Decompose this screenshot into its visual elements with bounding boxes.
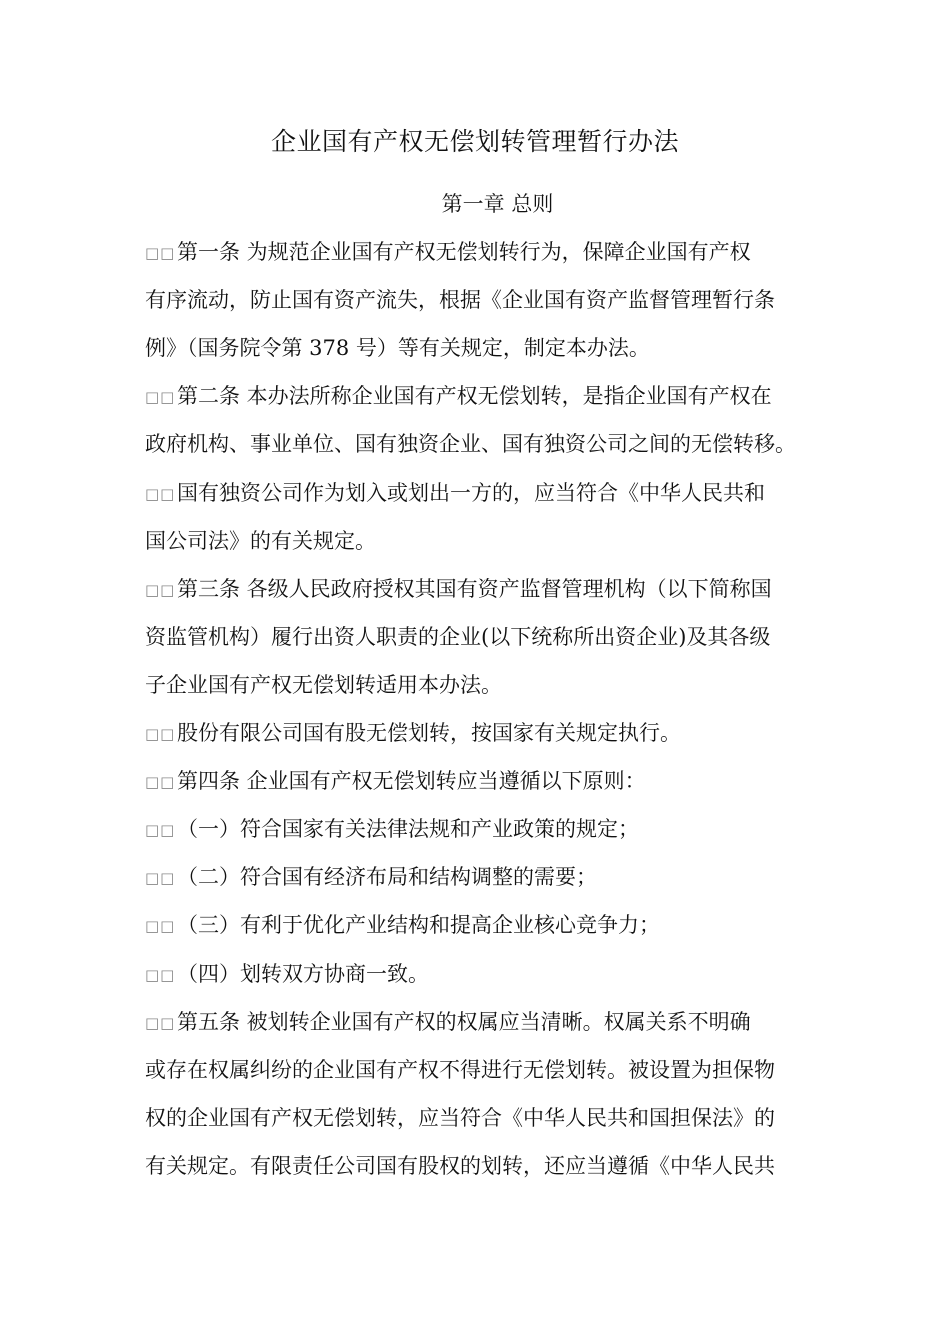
line-text: 第三条 各级人民政府授权其国有资产监督管理机构（以下简称国	[177, 576, 772, 601]
line-text: 股份有限公司国有股无偿划转，按国家有关规定执行。	[177, 721, 681, 745]
line-text: 权的企业国有产权无偿划转，应当符合《中华人民共和国担保法》的	[145, 1105, 775, 1130]
line-text: 国公司法》的有关规定。	[145, 528, 376, 553]
text-line	[145, 573, 810, 606]
line-text: 政府机构、事业单位、国有独资企业、国有独资公司之间的无偿转移。	[145, 432, 796, 457]
line-text: 第一条 为规范企业国有产权无偿划转行为，保障企业国有产权	[177, 240, 751, 264]
text-line	[145, 525, 810, 557]
text-line	[145, 717, 810, 750]
indent-marker: □□	[145, 869, 176, 888]
text-line	[145, 958, 810, 991]
chapter-heading: 第一章 总则	[441, 192, 554, 216]
line-text: 有关规定。有限责任公司国有股权的划转，还应当遵循《中华人民共	[145, 1153, 775, 1178]
indent-marker: □□	[145, 917, 176, 936]
indent-marker: □□	[145, 484, 176, 503]
text-line	[145, 909, 810, 942]
text-line	[145, 236, 810, 269]
text-line	[145, 621, 810, 653]
indent-marker: □□	[145, 1013, 176, 1032]
text-line	[145, 765, 810, 798]
line-text: （四）划转双方协商一致。	[177, 961, 429, 986]
indent-marker: □□	[145, 244, 176, 262]
text-line	[145, 1054, 810, 1086]
text-line	[145, 669, 810, 701]
line-text: （一）符合国家有关法律法规和产业政策的规定；	[177, 817, 639, 842]
line-text: 或存在权属纠纷的企业国有产权不得进行无偿划转。被设置为担保物	[145, 1057, 775, 1082]
line-text: 第二条 本办法所称企业国有产权无偿划转，是指企业国有产权在	[177, 384, 772, 409]
line-text: 子企业国有产权无偿划转适用本办法。	[145, 672, 502, 697]
indent-marker: □□	[145, 821, 176, 840]
indent-marker: □□	[145, 965, 176, 984]
line-text: 国有独资公司作为划入或划出一方的，应当符合《中华人民共和	[177, 480, 765, 505]
line-text: （二）符合国有经济布局和结构调整的需要；	[177, 865, 597, 890]
text-line	[145, 477, 810, 510]
indent-marker: □□	[145, 580, 176, 599]
text-line	[145, 861, 810, 894]
text-line	[145, 813, 810, 846]
line-text: 有序流动，防止国有资产流失，根据《企业国有资产监督管理暂行条	[145, 288, 775, 313]
document-title: 企业国有产权无偿划转管理暂行办法	[270, 127, 679, 156]
text-line	[145, 1102, 810, 1134]
text-line	[145, 332, 810, 364]
text-line	[145, 1006, 810, 1039]
indent-marker: □□	[145, 388, 176, 407]
text-line	[145, 1150, 810, 1182]
line-text: 第四条 企业国有产权无偿划转应当遵循以下原则：	[177, 769, 646, 794]
line-text: 例》（国务院令第 378 号）等有关规定，制定本办法。	[145, 336, 650, 361]
line-text: 资监管机构）履行出资人职责的企业(以下统称所出资企业)及其各级	[145, 624, 771, 649]
text-line	[145, 380, 810, 413]
text-line	[145, 428, 810, 460]
indent-marker: □□	[145, 725, 176, 743]
indent-marker: □□	[145, 773, 176, 792]
text-line	[145, 284, 810, 316]
line-text: （三）有利于优化产业结构和提高企业核心竞争力；	[177, 913, 660, 938]
line-text: 第五条 被划转企业国有产权的权属应当清晰。权属关系不明确	[177, 1009, 751, 1034]
